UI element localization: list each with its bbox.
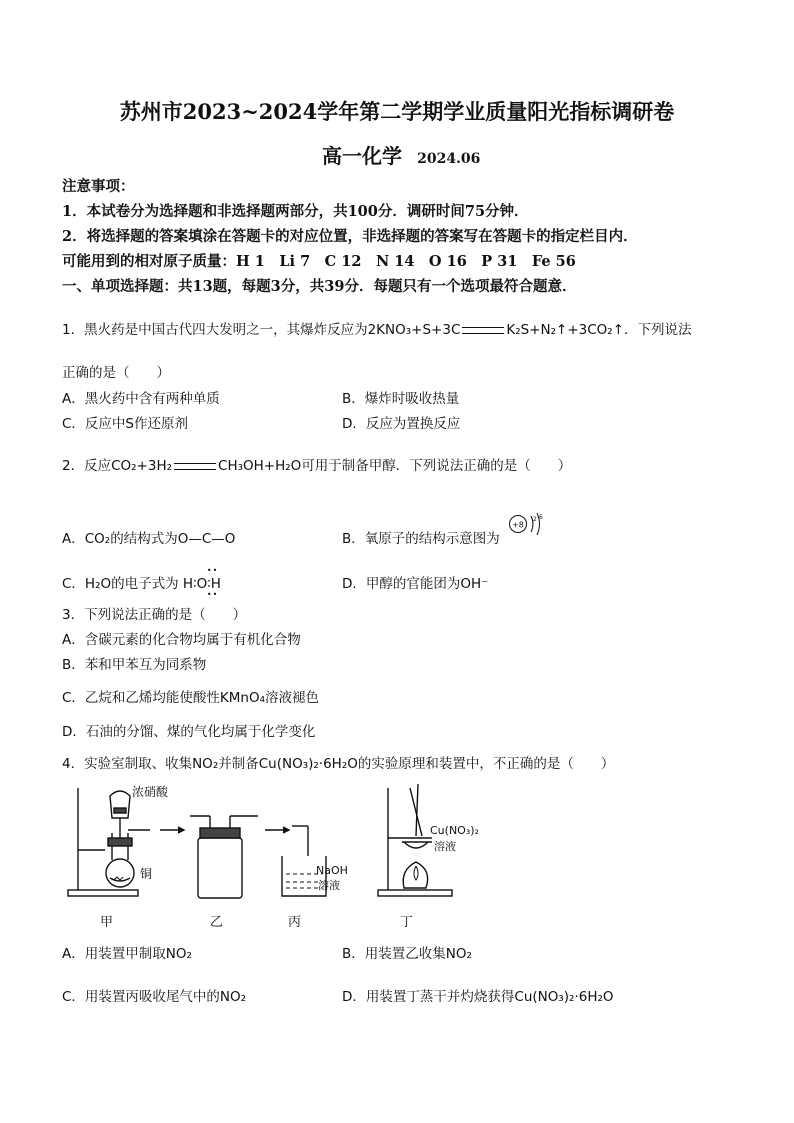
cu-nitrate-label: Cu(NO₃)₂ [430, 824, 479, 837]
q2-option-b[interactable] [342, 527, 500, 547]
naoh-label: NaOH [316, 864, 348, 877]
note-item-2: 2．将选择题的答案填涂在答题卡的对应位置，非选择题的答案写在答题卡的指定栏目内． [62, 228, 638, 245]
q1-eq-products: K₂S+N₂↑+3CO₂↑ [506, 322, 625, 338]
q2-option-c[interactable] [62, 566, 221, 599]
q1-stem-text: 1．黑火药是中国古代四大发明之一，其爆炸反应为 [62, 322, 368, 338]
q1-stem [62, 318, 692, 338]
equals-sign [462, 327, 504, 334]
nucleus-charge: +8 [512, 520, 524, 530]
q4-option-d[interactable]: D．用装置丁蒸干并灼烧获得Cu(NO₃)₂·6H₂O [342, 989, 614, 1005]
q3-option-a[interactable]: A．含碳元素的化合物均属于有机化合物 [62, 632, 301, 648]
q2-option-b-text: B．氧原子的结构示意图为 [342, 531, 500, 547]
q1-option-d[interactable]: D．反应为置换反应 [342, 416, 461, 432]
lone-pair-top: •• [206, 566, 219, 575]
q4-option-c[interactable]: C．用装置丙吸收尾气中的NO₂ [62, 989, 247, 1005]
q4-stem: 4．实验室制取、收集NO₂并制备Cu(NO₃)₂·6H₂O的实验原理和装置中，不正确的是（ ） [62, 756, 615, 772]
oxygen-atom-diagram [507, 510, 547, 540]
q2-option-d[interactable]: D．甲醇的官能团为OH⁻ [342, 576, 489, 592]
caption-jia: 甲 [100, 915, 114, 930]
svg-text:6: 6 [539, 514, 543, 521]
caption-yi: 乙 [210, 915, 224, 930]
q2-option-c-text: C．H₂O的电子式为 [62, 576, 179, 592]
q4-option-a[interactable]: A．用装置甲制取NO₂ [62, 946, 192, 962]
apparatus-jia [68, 788, 153, 896]
q3-stem: 3．下列说法正确的是（ ） [62, 607, 247, 623]
q2-stem-tail: 可用于制备甲醇．下列说法正确的是（ ） [301, 458, 572, 474]
exam-title: 苏州市2023~2024学年第二学期学业质量阳光指标调研卷 [119, 99, 675, 124]
naoh-solution-label: 溶液 [318, 879, 340, 892]
q2-stem [62, 454, 571, 474]
water-formula-text: H∶O∶H [182, 576, 221, 592]
q1-eq-reactants: 2KNO₃+S+3C [367, 322, 461, 338]
q2-eq-products: CH₃OH+H₂O [218, 458, 302, 474]
apparatus-figure [60, 778, 479, 933]
atomic-masses: 可能用到的相对原子质量：H 1 Li 7 C 12 N 14 O 16 P 31 Fe 56 [62, 253, 576, 270]
notes-heading: 注意事项： [62, 178, 135, 195]
water-electron-formula [182, 566, 221, 599]
note-item-1: 1．本试卷分为选择题和非选择题两部分，共100分．调研时间75分钟． [62, 203, 529, 220]
q1-stem-cont: 正确的是（ ） [62, 365, 170, 381]
equals-sign [174, 463, 216, 470]
q4-option-b[interactable]: B．用装置乙收集NO₂ [342, 946, 472, 962]
apparatus-yi [190, 816, 258, 898]
exam-date: 2024.06 [417, 151, 481, 167]
caption-ding: 丁 [400, 915, 414, 930]
q1-option-a[interactable]: A．黑火药中含有两种单质 [62, 391, 220, 407]
acid-label: 浓硝酸 [132, 785, 169, 799]
q2-eq-reactants: CO₂+3H₂ [111, 458, 173, 474]
subject-title: 高一化学 [322, 144, 402, 168]
q3-option-c[interactable]: C．乙烷和乙烯均能使酸性KMnO₄溶液褪色 [62, 690, 320, 706]
cu-solution-label: 溶液 [434, 840, 456, 853]
lone-pair-bottom: •• [206, 590, 219, 599]
q3-option-b[interactable]: B．苯和甲苯互为同系物 [62, 657, 207, 673]
q1-stem-tail: ．下列说法 [624, 322, 692, 338]
caption-bing: 丙 [288, 915, 302, 930]
q1-option-b[interactable]: B．爆炸时吸收热量 [342, 391, 460, 407]
q3-option-d[interactable]: D．石油的分馏、煤的气化均属于化学变化 [62, 724, 316, 740]
q2-stem-text: 2．反应 [62, 458, 112, 474]
subject-line [322, 140, 480, 169]
copper-label: 铜 [140, 867, 153, 881]
q1-option-c[interactable]: C．反应中S作还原剂 [62, 416, 188, 432]
q2-option-a[interactable]: A．CO₂的结构式为O—C—O [62, 531, 236, 547]
svg-text:2: 2 [533, 516, 537, 523]
section-heading: 一、单项选择题：共13题，每题3分，共39分．每题只有一个选项最符合题意． [62, 278, 577, 295]
